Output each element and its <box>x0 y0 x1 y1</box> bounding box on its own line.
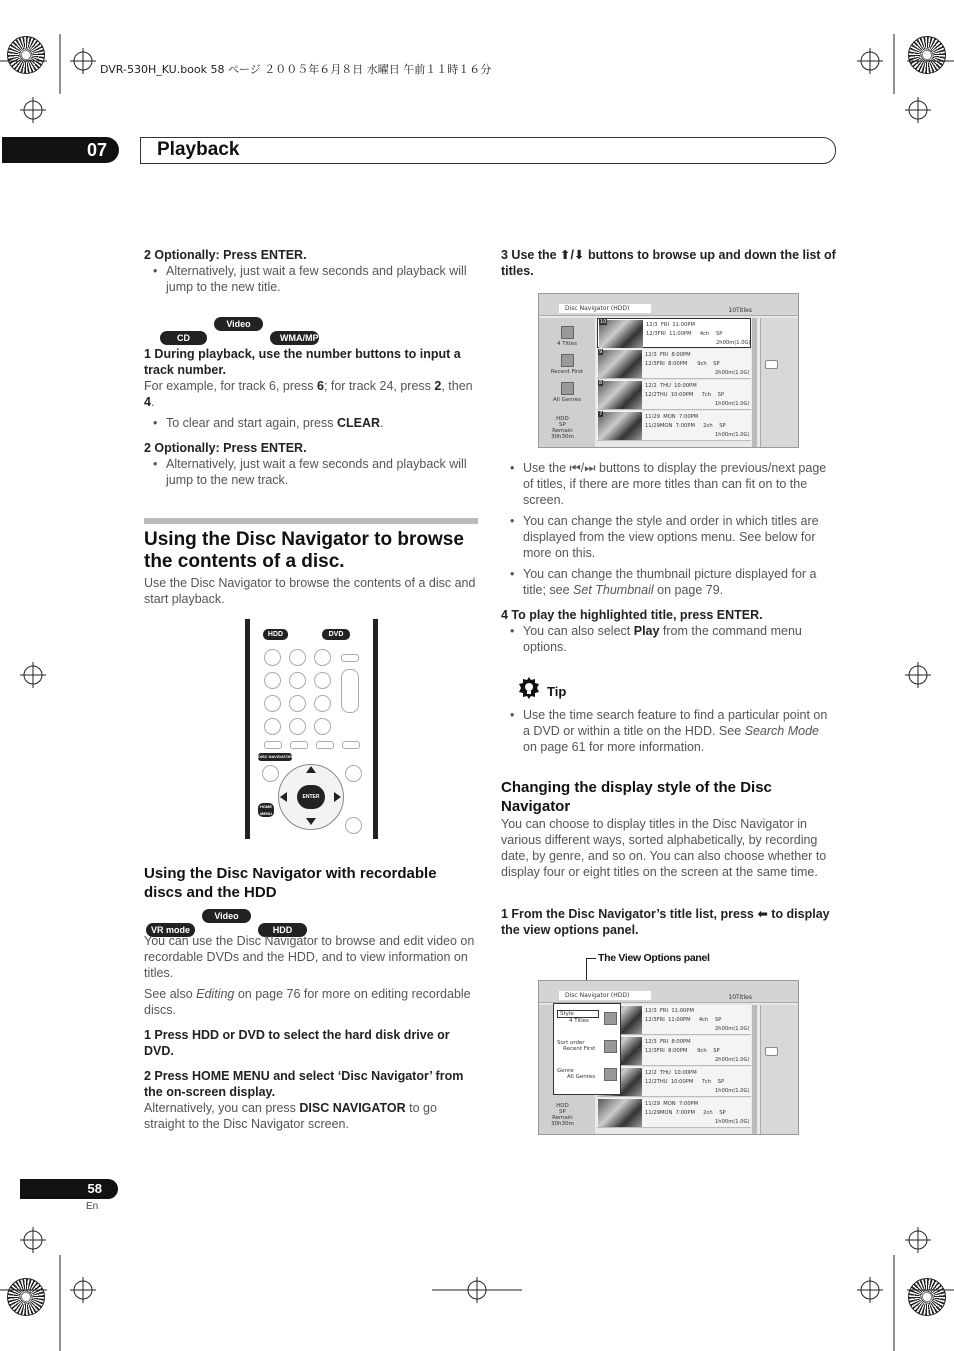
left-step1 <box>144 346 479 431</box>
disc-navigator-button: DISC NAVIGATOR <box>258 754 293 759</box>
subsection-title-display-style: Changing the display style of the Disc Navigator <box>501 779 772 815</box>
callout-view-options: The View Options panel <box>598 952 710 964</box>
style-option[interactable]: Style 4 Titles <box>557 1010 599 1024</box>
style-value: 4 Titles <box>557 341 577 347</box>
title-row[interactable]: 7 11/29 MON 7:00PM 11/29MON 7:00PM 2ch SP 1h00m(1.0G) <box>597 411 751 441</box>
bullet-item: • You can change the thumbnail picture displayed for a title; see Set Thumbnail on page 79. <box>501 566 836 598</box>
section-intro: Use the Disc Navigator to browse the contents of a disc and start playback. <box>144 576 476 606</box>
step-title: 4 To play the highlighted title, press ENTER. <box>501 608 763 622</box>
sort-value: Recent First <box>550 369 584 375</box>
chapter-number: 07 <box>2 137 119 163</box>
title-count: 10Titles <box>728 307 752 314</box>
step-body: For example, for track 6, press 6; for track 24, press 2, then 4. <box>144 379 473 409</box>
dvd-button: DVD <box>322 629 350 640</box>
see-also-para: See also Editing on page 76 for more on editing recordable discs. <box>144 987 471 1017</box>
badge-vr-mode: VR mode <box>146 923 195 937</box>
bullet-item: • To clear and start again, press CLEAR. <box>144 415 479 431</box>
chapter-title: Playback <box>140 137 836 164</box>
bullet-item: • You can change the style and order in which titles are displayed from the view options menu. See below for more on this. <box>501 513 836 561</box>
tip-text: • Use the time search feature to find a particular point on a DVD or within a title on the HDD. See Search Mode on page 61 for more information. <box>501 707 836 755</box>
bullet-item: • Alternatively, just wait a few seconds and playback will jump to the new title. <box>144 263 479 295</box>
step-title: 1 During playback, use the number buttons to input a track number. <box>144 347 461 377</box>
bullet-item: • Use the ⏮/⏭ buttons to display the previous/next page of titles, if there are more titles than can fit on to the screen. <box>501 460 836 508</box>
step-title: 2 Press HOME MENU and select ‘Disc Navigator’ from the on-screen display. <box>144 1069 464 1099</box>
enter-button: ENTER <box>297 785 325 809</box>
home-menu-button: HOME MENU <box>260 804 272 816</box>
remote-illustration <box>245 619 378 839</box>
tip-bulb-icon <box>517 676 541 700</box>
genre-icon <box>561 382 574 395</box>
badge-video-mode: Video mode <box>202 909 251 923</box>
title-count: 10Titles <box>728 994 752 1001</box>
disc-navigator-screen: Disc Navigator (HDD) 10Titles 4 Titles Recent First All Genres HDD SP Remain 30h30m 10 12/3 FRI 11:00PM 12/3FRI 11:00PM 4ch SP 2h00m(1.0G) 9 12/3 FRI 8:00PM 12/3FRI 8:00PM 9ch SP 2h00m(1.0G) 8 12/2 THU 10:00PM 12/2THU 10:00PM 7ch SP 1h00m(1.0G) 7 11/29 MON 7:00PM 11/29MON 7:00PM 2ch SP 1h00m(1.0G) <box>538 293 799 448</box>
section-title: Using the Disc Navigator to browse the contents of a disc. <box>144 529 464 572</box>
print-header: DVR-530H_KU.book 58 ページ ２００５年６月８日 水曜日 午前１１時１６分 <box>100 63 492 76</box>
recordable-para: You can use the Disc Navigator to browse and edit video on recordable DVDs and the HDD, and to view information on titles. <box>144 934 475 980</box>
step-play <box>501 607 836 655</box>
screen-title: Disc Navigator (HDD) <box>559 304 651 313</box>
step-browse: 3 Use the ⬆/⬇ buttons to browse up and down the list of titles. <box>501 248 836 278</box>
genre-option[interactable]: Genre All Genres <box>557 1068 596 1080</box>
title-row[interactable]: 8 12/2 THU 10:00PM 12/2THU 10:00PM 7ch SP 1h00m(1.0G) <box>597 380 751 410</box>
view-options-panel[interactable] <box>553 1003 621 1095</box>
disc-badges-cd <box>160 317 326 346</box>
title-row[interactable]: 9 12/3 FRI 8:00PM 12/3FRI 8:00PM 9ch SP 2h00m(1.0G) <box>597 349 751 379</box>
bullet-item: • You can also select Play from the command menu options. <box>501 623 836 655</box>
genre-value: All Genres <box>552 397 582 403</box>
tip-label: Tip <box>547 684 567 699</box>
language-code: En <box>86 1201 99 1212</box>
hdd-button: HDD <box>263 629 288 640</box>
sort-order-option[interactable]: Sort order Recent First <box>557 1040 596 1052</box>
display-style-para: You can choose to display titles in the Disc Navigator in various different ways, sorted alphabetically, by recording date, by genre, and so on. You can also choose whether to display four or eight titles on the screen at the same time. <box>501 817 827 879</box>
scrollbar[interactable] <box>752 318 757 447</box>
badge-hdd: HDD <box>258 923 307 937</box>
left-step2b <box>144 440 479 488</box>
step-home-menu <box>144 1068 479 1132</box>
disc-navigator-view-options-screen: Disc Navigator (HDD) 10Titles HDD SP Remain 30h30m 12/3 FRI 11:00PM 12/3FRI 11:00PM 4ch SP 2h00m(1.0G) 12/3 FRI 8:00PM 12/3FRI 8:00PM 9ch SP 2h00m(1.0G) 12/2 THU 10:00PM 12/2THU 10:00PM 7ch SP 1h00m(1.0G) 11/29 MON 7:00PM 11/29MON 7:00PM 2ch SP 1h00m(1.0G) Style 4 Titles Sort order Recent First Genre All Genres <box>538 980 799 1135</box>
step-body: Alternatively, you can press DISC NAVIGATOR to go straight to the Disc Navigator screen. <box>144 1101 437 1131</box>
page-number: 58 <box>20 1179 118 1199</box>
bullet-item: • Alternatively, just wait a few seconds and playback will jump to the new track. <box>144 456 479 488</box>
screen-title: Disc Navigator (HDD) <box>559 991 651 1000</box>
badge-wma-mp3: WMA/MP3 <box>270 331 319 345</box>
style-icon <box>561 326 574 339</box>
browse-bullets <box>501 460 836 598</box>
subsection-title-recordable: Using the Disc Navigator with recordable discs and the HDD <box>144 865 437 901</box>
title-row[interactable]: 10 12/3 FRI 11:00PM 12/3FRI 11:00PM 4ch SP 2h00m(1.0G) <box>597 318 751 348</box>
section-divider <box>144 518 478 524</box>
step-view-options: 1 From the Disc Navigator’s title list, press ⬅ to display the view options panel. <box>501 907 830 937</box>
badge-video-cd: Video CD <box>214 317 263 331</box>
badge-cd: CD <box>160 331 207 345</box>
sort-icon <box>561 354 574 367</box>
step-title: 2 Optionally: Press ENTER. <box>144 441 307 455</box>
left-step2a <box>144 247 479 295</box>
step-press-hdd: 1 Press HDD or DVD to select the hard disk drive or DVD. <box>144 1028 450 1058</box>
step-title: 2 Optionally: Press ENTER. <box>144 248 307 262</box>
